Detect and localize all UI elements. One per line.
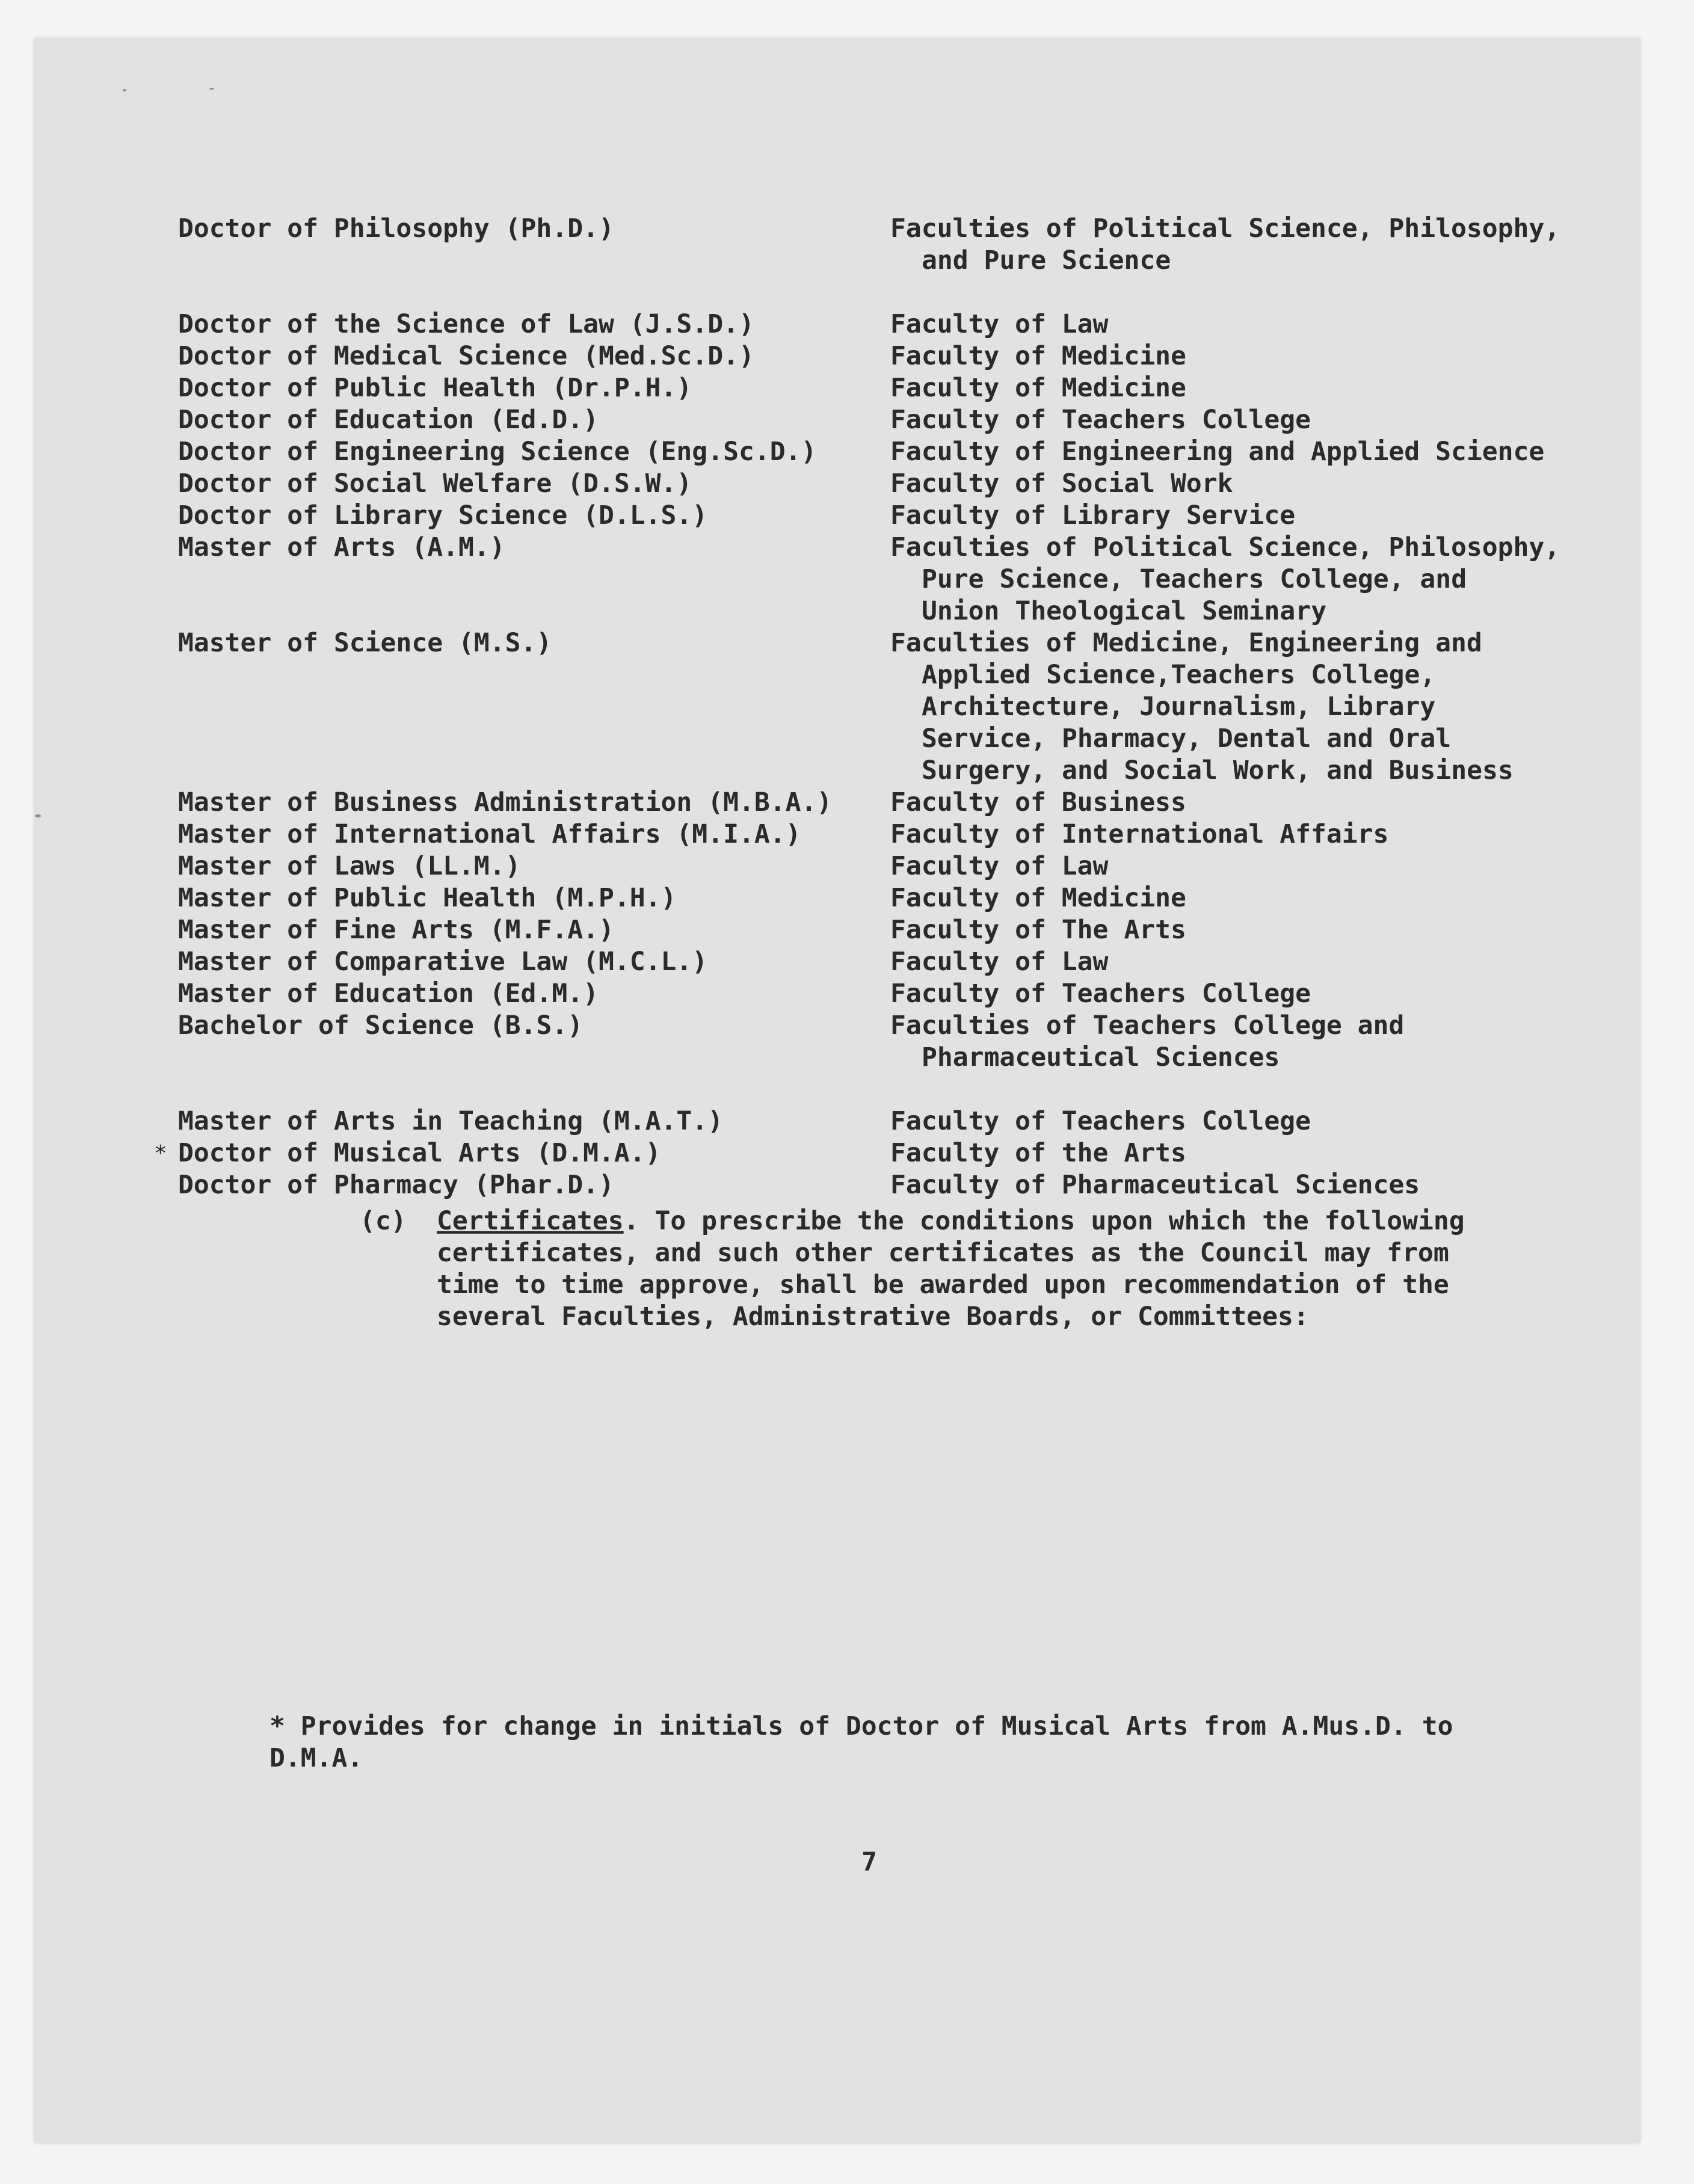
faculty-cell xyxy=(890,851,1586,882)
table-row xyxy=(178,787,1586,819)
faculty-cell xyxy=(890,1010,1586,1074)
table-row xyxy=(178,468,1586,500)
degree-name: Doctor of Philosophy (Ph.D.) xyxy=(178,214,614,244)
table-row xyxy=(178,914,1586,946)
faculty-line: Faculty of Social Work xyxy=(890,469,1233,499)
degree-name: Doctor of Library Science (D.L.S.) xyxy=(178,500,708,531)
table-row xyxy=(178,882,1586,914)
faculty-cell xyxy=(890,340,1586,372)
faculty-cell xyxy=(890,882,1586,914)
faculty-line: Applied Science,Teachers College, xyxy=(922,660,1436,690)
table-row xyxy=(178,946,1586,978)
table-row xyxy=(178,404,1586,436)
faculty-cell xyxy=(890,914,1586,946)
faculty-cell xyxy=(890,404,1586,436)
degree-name: Master of Science (M.S.) xyxy=(178,628,552,658)
faculty-line: Pure Science, Teachers College, and xyxy=(922,564,1467,594)
degree-name: Master of Fine Arts (M.F.A.) xyxy=(178,915,614,945)
faculty-line: Faculties of Medicine, Engineering and xyxy=(890,628,1482,658)
certificates-line-3: time to time approve, shall be awarded upon recommendation of the xyxy=(437,1270,1449,1300)
faculty-line: Faculty of Business xyxy=(890,787,1186,817)
faculty-cell xyxy=(890,500,1586,532)
page-number: 7 xyxy=(861,1847,877,1877)
faculty-line: Faculty of Law xyxy=(890,309,1109,339)
degree-name: Doctor of Medical Science (Med.Sc.D.) xyxy=(178,341,754,371)
faculty-cell xyxy=(890,436,1586,468)
certificates-label: (c) xyxy=(360,1206,407,1236)
faculty-cell xyxy=(890,1106,1586,1137)
faculty-cell xyxy=(890,627,1586,787)
faculty-cell xyxy=(890,309,1586,340)
degree-name: Master of Arts in Teaching (M.A.T.) xyxy=(178,1106,724,1136)
degree-name: Master of International Affairs (M.I.A.) xyxy=(178,819,801,849)
faculty-line: Faculties of Political Science, Philosophy, xyxy=(890,532,1560,562)
degree-name: Master of Public Health (M.P.H.) xyxy=(178,883,677,913)
faculty-cell xyxy=(890,372,1586,404)
table-row xyxy=(178,851,1586,882)
table-row xyxy=(178,532,1586,627)
footnote-marker: * xyxy=(154,1141,167,1166)
scan-speck xyxy=(35,814,41,817)
table-row xyxy=(178,819,1586,851)
certificates-title: Certificates xyxy=(437,1206,624,1236)
degree-name: Doctor of Pharmacy (Phar.D.) xyxy=(178,1170,614,1200)
degree-name: Doctor of the Science of Law (J.S.D.) xyxy=(178,309,754,339)
table-row xyxy=(178,340,1586,372)
degree-name: Doctor of Engineering Science (Eng.Sc.D.) xyxy=(178,437,817,467)
degree-name: Doctor of Musical Arts (D.M.A.) xyxy=(178,1138,661,1168)
faculty-line: Faculty of International Affairs xyxy=(890,819,1389,849)
degree-faculty-table xyxy=(154,213,1586,1201)
faculty-cell xyxy=(890,819,1586,851)
table-row xyxy=(178,1010,1586,1074)
faculty-line: Faculty of Medicine xyxy=(890,373,1186,403)
degree-name: Doctor of Education (Ed.D.) xyxy=(178,405,599,435)
scan-speck xyxy=(209,88,214,90)
degree-name: Master of Arts (A.M.) xyxy=(178,532,505,562)
table-row xyxy=(178,978,1586,1010)
faculty-line: Faculty of Library Service xyxy=(890,500,1296,531)
degree-name: Bachelor of Science (B.S.) xyxy=(178,1010,584,1041)
table-row xyxy=(178,372,1586,404)
faculty-cell xyxy=(890,532,1586,627)
table-row xyxy=(178,309,1586,340)
faculty-cell xyxy=(890,787,1586,819)
faculty-line: Faculties of Teachers College and xyxy=(890,1010,1405,1041)
table-row xyxy=(178,213,1586,277)
footnote-line-2: D.M.A. xyxy=(270,1743,363,1773)
degree-name: Doctor of Public Health (Dr.P.H.) xyxy=(178,373,692,403)
degree-name: Master of Laws (LL.M.) xyxy=(178,851,521,881)
faculty-cell xyxy=(890,946,1586,978)
faculty-line: Faculty of Medicine xyxy=(890,341,1186,371)
footnote xyxy=(270,1711,1533,1774)
faculty-cell xyxy=(890,1169,1586,1201)
faculty-line: Faculty of Law xyxy=(890,947,1109,977)
faculty-line: Architecture, Journalism, Library xyxy=(922,692,1436,722)
faculty-line: Faculty of Medicine xyxy=(890,883,1186,913)
degree-name: Master of Business Administration (M.B.A.) xyxy=(178,787,833,817)
certificates-line-4: several Faculties, Administrative Boards, or Committees: xyxy=(437,1302,1309,1332)
certificates-line-2: certificates, and such other certificates as the Council may from xyxy=(437,1238,1449,1268)
faculty-line: Pharmaceutical Sciences xyxy=(922,1042,1280,1072)
faculty-line: Faculty of the Arts xyxy=(890,1138,1186,1168)
faculty-line: Faculties of Political Science, Philosophy, xyxy=(890,214,1560,244)
footnote-line-1: * Provides for change in initials of Doctor of Musical Arts from A.Mus.D. to xyxy=(270,1711,1453,1741)
faculty-line: and Pure Science xyxy=(922,245,1171,275)
faculty-line: Union Theological Seminary xyxy=(922,596,1327,626)
table-row xyxy=(178,1106,1586,1137)
certificates-paragraph xyxy=(360,1205,1503,1333)
certificates-line-1 xyxy=(437,1205,1503,1237)
faculty-line: Faculty of Teachers College xyxy=(890,1106,1311,1136)
faculty-line: Surgery, and Social Work, and Business xyxy=(922,755,1514,786)
table-row xyxy=(178,500,1586,532)
degree-name: Doctor of Social Welfare (D.S.W.) xyxy=(178,469,692,499)
faculty-line: Faculty of Pharmaceutical Sciences xyxy=(890,1170,1420,1200)
table-row xyxy=(178,436,1586,468)
faculty-cell xyxy=(890,978,1586,1010)
faculty-line: Faculty of The Arts xyxy=(890,915,1186,945)
faculty-cell xyxy=(890,1137,1586,1169)
degree-name: Master of Education (Ed.M.) xyxy=(178,979,599,1009)
faculty-line: Faculty of Teachers College xyxy=(890,405,1311,435)
certificates-line-1-text: . To prescribe the conditions upon which the following xyxy=(623,1206,1465,1236)
table-row xyxy=(178,627,1586,787)
degree-name: Master of Comparative Law (M.C.L.) xyxy=(178,947,708,977)
table-row xyxy=(178,1169,1586,1201)
faculty-line: Faculty of Engineering and Applied Science xyxy=(890,437,1545,467)
table-row xyxy=(154,1137,1586,1169)
scan-speck xyxy=(123,89,126,91)
faculty-cell xyxy=(890,213,1586,277)
faculty-line: Faculty of Teachers College xyxy=(890,979,1311,1009)
faculty-line: Faculty of Law xyxy=(890,851,1109,881)
faculty-cell xyxy=(890,468,1586,500)
faculty-line: Service, Pharmacy, Dental and Oral xyxy=(922,724,1452,754)
